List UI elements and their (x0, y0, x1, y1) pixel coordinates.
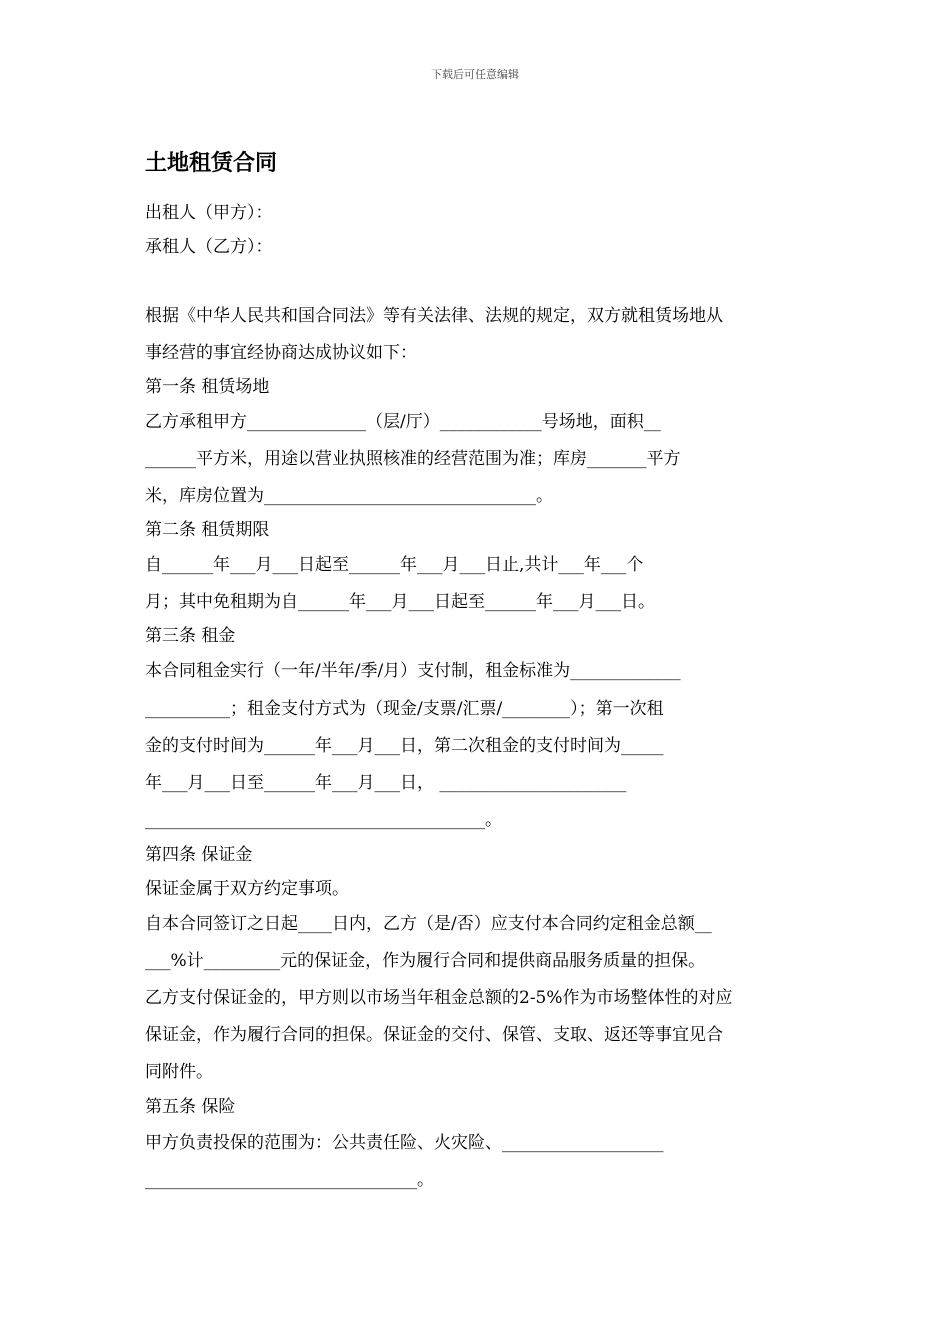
article-heading: 第三条 租金 (145, 626, 236, 646)
paragraph-line: __________；租金支付方式为（现金/支票/汇票/________）；第一次租 (145, 699, 664, 719)
paragraph-line: 保证金属于双方约定事项。 (145, 879, 349, 899)
paragraph-line: 甲方负责投保的范围为：公共责任险、火灾险、___________________ (145, 1133, 664, 1153)
paragraph-line: 自本合同签订之日起____日内，乙方（是/否）应支付本合同约定租金总额__ (145, 914, 712, 934)
paragraph-line: 保证金，作为履行合同的担保。保证金的交付、保管、支取、返还等事宜见合 (145, 1025, 723, 1045)
paragraph-line: 金的支付时间为______年___月___日，第二次租金的支付时间为_____ (145, 736, 664, 756)
article-heading: 第一条 租赁场地 (145, 377, 270, 397)
paragraph-line: 同附件。 (145, 1062, 213, 1082)
paragraph-line: 米，库房位置为________________________________。 (145, 486, 553, 506)
paragraph-line: ________________________________________。 (145, 810, 502, 830)
header-note: 下载后可任意编辑 (431, 68, 519, 81)
article-heading: 第五条 保险 (145, 1097, 236, 1117)
paragraph-line: 月；其中免租期为自______年___月___日起至______年___月___日。 (145, 592, 655, 612)
paragraph-line: ___%计_________元的保证金，作为履行合同和提供商品服务质量的担保。 (145, 951, 706, 971)
paragraph-line: ________________________________。 (145, 1170, 434, 1190)
lessee-line: 承租人（乙方）： (145, 237, 273, 257)
paragraph-line: 根据《中华人民共和国合同法》等有关法律、法规的规定，双方就租赁场地从 (145, 306, 723, 326)
paragraph-line: 自______年___月___日起至______年___月___日止,共计___年___个 (145, 555, 644, 575)
document-title: 土地租赁合同 (145, 151, 278, 176)
paragraph-line: 乙方承租甲方______________（层/厅）____________号场地，面积__ (145, 412, 661, 432)
article-heading: 第二条 租赁期限 (145, 520, 270, 540)
paragraph-line: 事经营的事宜经协商达成协议如下： (145, 343, 417, 363)
paragraph-line: 本合同租金实行（一年/半年/季/月）支付制，租金标准为_____________ (145, 661, 681, 681)
paragraph-line: 乙方支付保证金的，甲方则以市场当年租金总额的2-5%作为市场整体性的对应 (145, 988, 733, 1008)
paragraph-line: ______平方米，用途以营业执照核准的经营范围为准；库房_______平方 (145, 449, 681, 469)
article-heading: 第四条 保证金 (145, 845, 253, 865)
lessor-line: 出租人（甲方）： (145, 203, 273, 223)
paragraph-line: 年___月___日至______年___月___日， ______________________ (145, 773, 627, 793)
